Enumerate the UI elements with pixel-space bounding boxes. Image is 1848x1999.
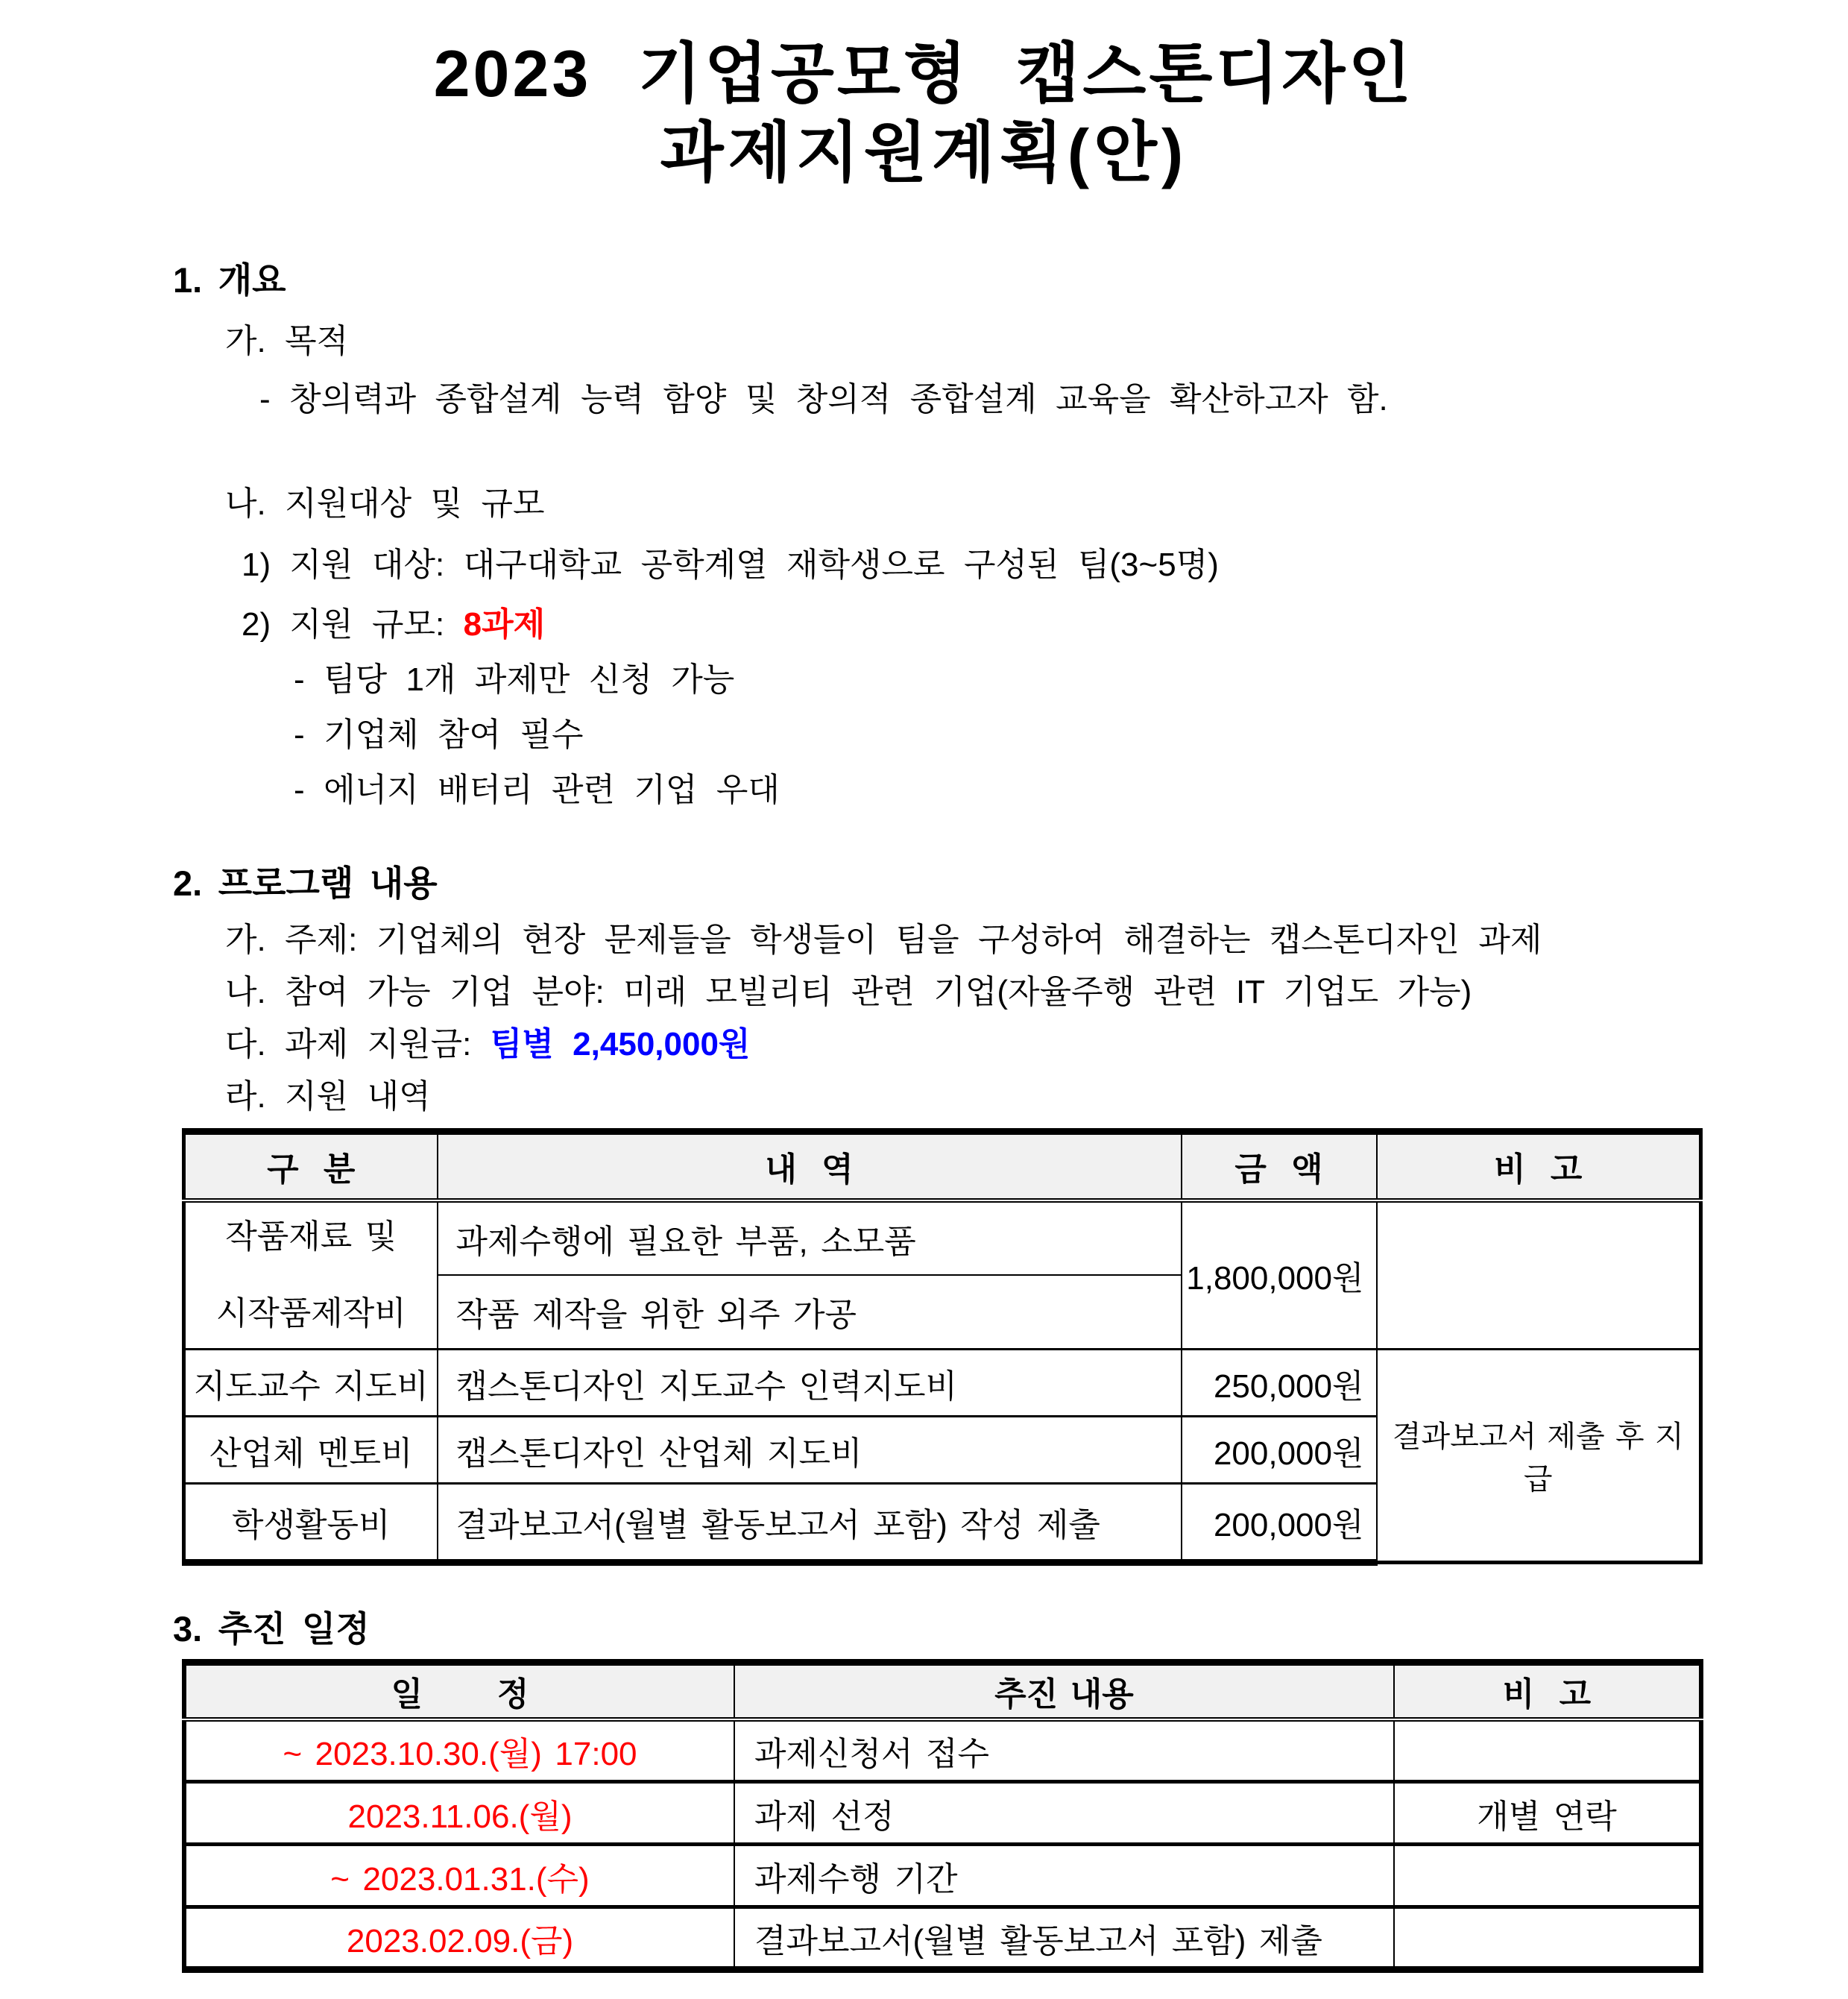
support-header-category: 구 분	[184, 1132, 438, 1200]
overview-target-item-1: 1) 지원 대상: 대구대학교 공학계열 재학생으로 구성된 팀(3~5명)	[242, 547, 1219, 584]
schedule-content-cell: 과제 선정	[734, 1782, 1394, 1845]
industry-amount-cell: 200,000원	[1182, 1417, 1377, 1484]
scale-bullet-2: - 기업체 참여 필수	[294, 717, 584, 754]
overview-purpose-bullet: - 창의력과 종합설계 능력 함양 및 창의적 종합설계 교육을 확산하고자 함.	[259, 381, 1388, 418]
scale-bullet-1: - 팀당 1개 과제만 신청 가능	[294, 661, 735, 699]
schedule-header-content: 추진 내용	[734, 1663, 1394, 1719]
merged-note-cell: 결과보고서 제출 후 지급	[1377, 1350, 1701, 1563]
document-title	[0, 34, 1848, 192]
support-header-amount: 금 액	[1182, 1132, 1377, 1200]
scale-prefix: 2) 지원 규모:	[242, 606, 464, 643]
materials-detail-outsourcing-cell: 작품 제작을 위한 외주 가공	[438, 1275, 1182, 1350]
program-fund	[225, 1021, 1744, 1068]
materials-category-cell	[184, 1200, 438, 1350]
table-row	[184, 1782, 1701, 1845]
fund-value-highlight: 팀별 2,450,000원	[490, 1026, 751, 1063]
table-row	[184, 1907, 1701, 1970]
schedule-note-cell: 개별 연락	[1394, 1782, 1701, 1845]
program-topic: 가. 주제: 기업체의 현장 문제들을 학생들이 팀을 구성하여 해결하는 캡스톤디자인 과제	[225, 922, 1542, 959]
schedule-note-cell	[1394, 1907, 1701, 1970]
materials-note-cell	[1377, 1200, 1701, 1350]
support-header-note: 비 고	[1377, 1132, 1701, 1200]
program-field: 나. 참여 가능 기업 분야: 미래 모빌리티 관련 기업(자율주행 관련 IT 기업도 가능)	[225, 974, 1472, 1011]
support-header-detail: 내 역	[438, 1132, 1182, 1200]
schedule-table	[182, 1659, 1703, 1973]
table-row	[184, 1200, 1701, 1275]
table-row	[184, 1845, 1701, 1907]
spacer	[186, 1257, 436, 1293]
schedule-date-cell: ~ 2023.01.31.(수)	[184, 1845, 734, 1907]
professor-category-cell: 지도교수 지도비	[184, 1350, 438, 1417]
schedule-date-cell: 2023.02.09.(금)	[184, 1907, 734, 1970]
schedule-content-cell: 결과보고서(월별 활동보고서 포함) 제출	[734, 1907, 1394, 1970]
overview-purpose-label: 가. 목적	[225, 323, 349, 360]
materials-category-line2: 시작품제작비	[215, 1295, 406, 1332]
professor-detail-cell: 캡스톤디자인 지도교수 인력지도비	[438, 1350, 1182, 1417]
materials-amount-cell: 1,800,000원	[1182, 1200, 1377, 1350]
professor-amount-cell: 250,000원	[1182, 1350, 1377, 1417]
industry-category-cell: 산업체 멘토비	[184, 1417, 438, 1484]
support-table-header-row	[184, 1132, 1701, 1200]
schedule-content-cell: 과제수행 기간	[734, 1845, 1394, 1907]
title-line-1: 2023 기업공모형 캡스톤디자인	[433, 37, 1415, 110]
table-row	[184, 1350, 1701, 1417]
student-detail-cell: 결과보고서(월별 활동보고서 포함) 작성 제출	[438, 1484, 1182, 1563]
document-body	[0, 253, 1848, 1973]
student-category-cell: 학생활동비	[184, 1484, 438, 1563]
materials-detail-parts-cell: 과제수행에 필요한 부품, 소모품	[438, 1200, 1182, 1275]
student-amount-cell: 200,000원	[1182, 1484, 1377, 1563]
section-3-heading: 3. 추진 일정	[173, 1609, 370, 1649]
materials-category-line1: 작품재료 및	[225, 1218, 397, 1256]
industry-detail-cell: 캡스톤디자인 산업체 지도비	[438, 1417, 1182, 1484]
table-row	[184, 1719, 1701, 1782]
section-1-heading: 1. 개요	[173, 260, 286, 300]
schedule-header-date: 일 정	[184, 1663, 734, 1719]
schedule-content-cell: 과제신청서 접수	[734, 1719, 1394, 1782]
overview-target-item-2	[242, 601, 1744, 649]
scale-value-highlight: 8과제	[463, 606, 546, 643]
fund-prefix: 다. 과제 지원금:	[225, 1026, 491, 1063]
program-detail-label: 라. 지원 내역	[225, 1078, 431, 1115]
schedule-header-note: 비 고	[1394, 1663, 1701, 1719]
support-table	[182, 1128, 1703, 1566]
schedule-date-cell: ~ 2023.10.30.(월) 17:00	[184, 1719, 734, 1782]
section-2-heading: 2. 프로그램 내용	[173, 863, 438, 904]
title-line-2: 과제지원계획(안)	[660, 115, 1188, 189]
scale-bullet-3: - 에너지 배터리 관련 기업 우대	[294, 772, 780, 809]
overview-target-label: 나. 지원대상 및 규모	[225, 485, 545, 523]
schedule-note-cell	[1394, 1719, 1701, 1782]
schedule-table-header-row	[184, 1663, 1701, 1719]
schedule-date-cell: 2023.11.06.(월)	[184, 1782, 734, 1845]
schedule-note-cell	[1394, 1845, 1701, 1907]
